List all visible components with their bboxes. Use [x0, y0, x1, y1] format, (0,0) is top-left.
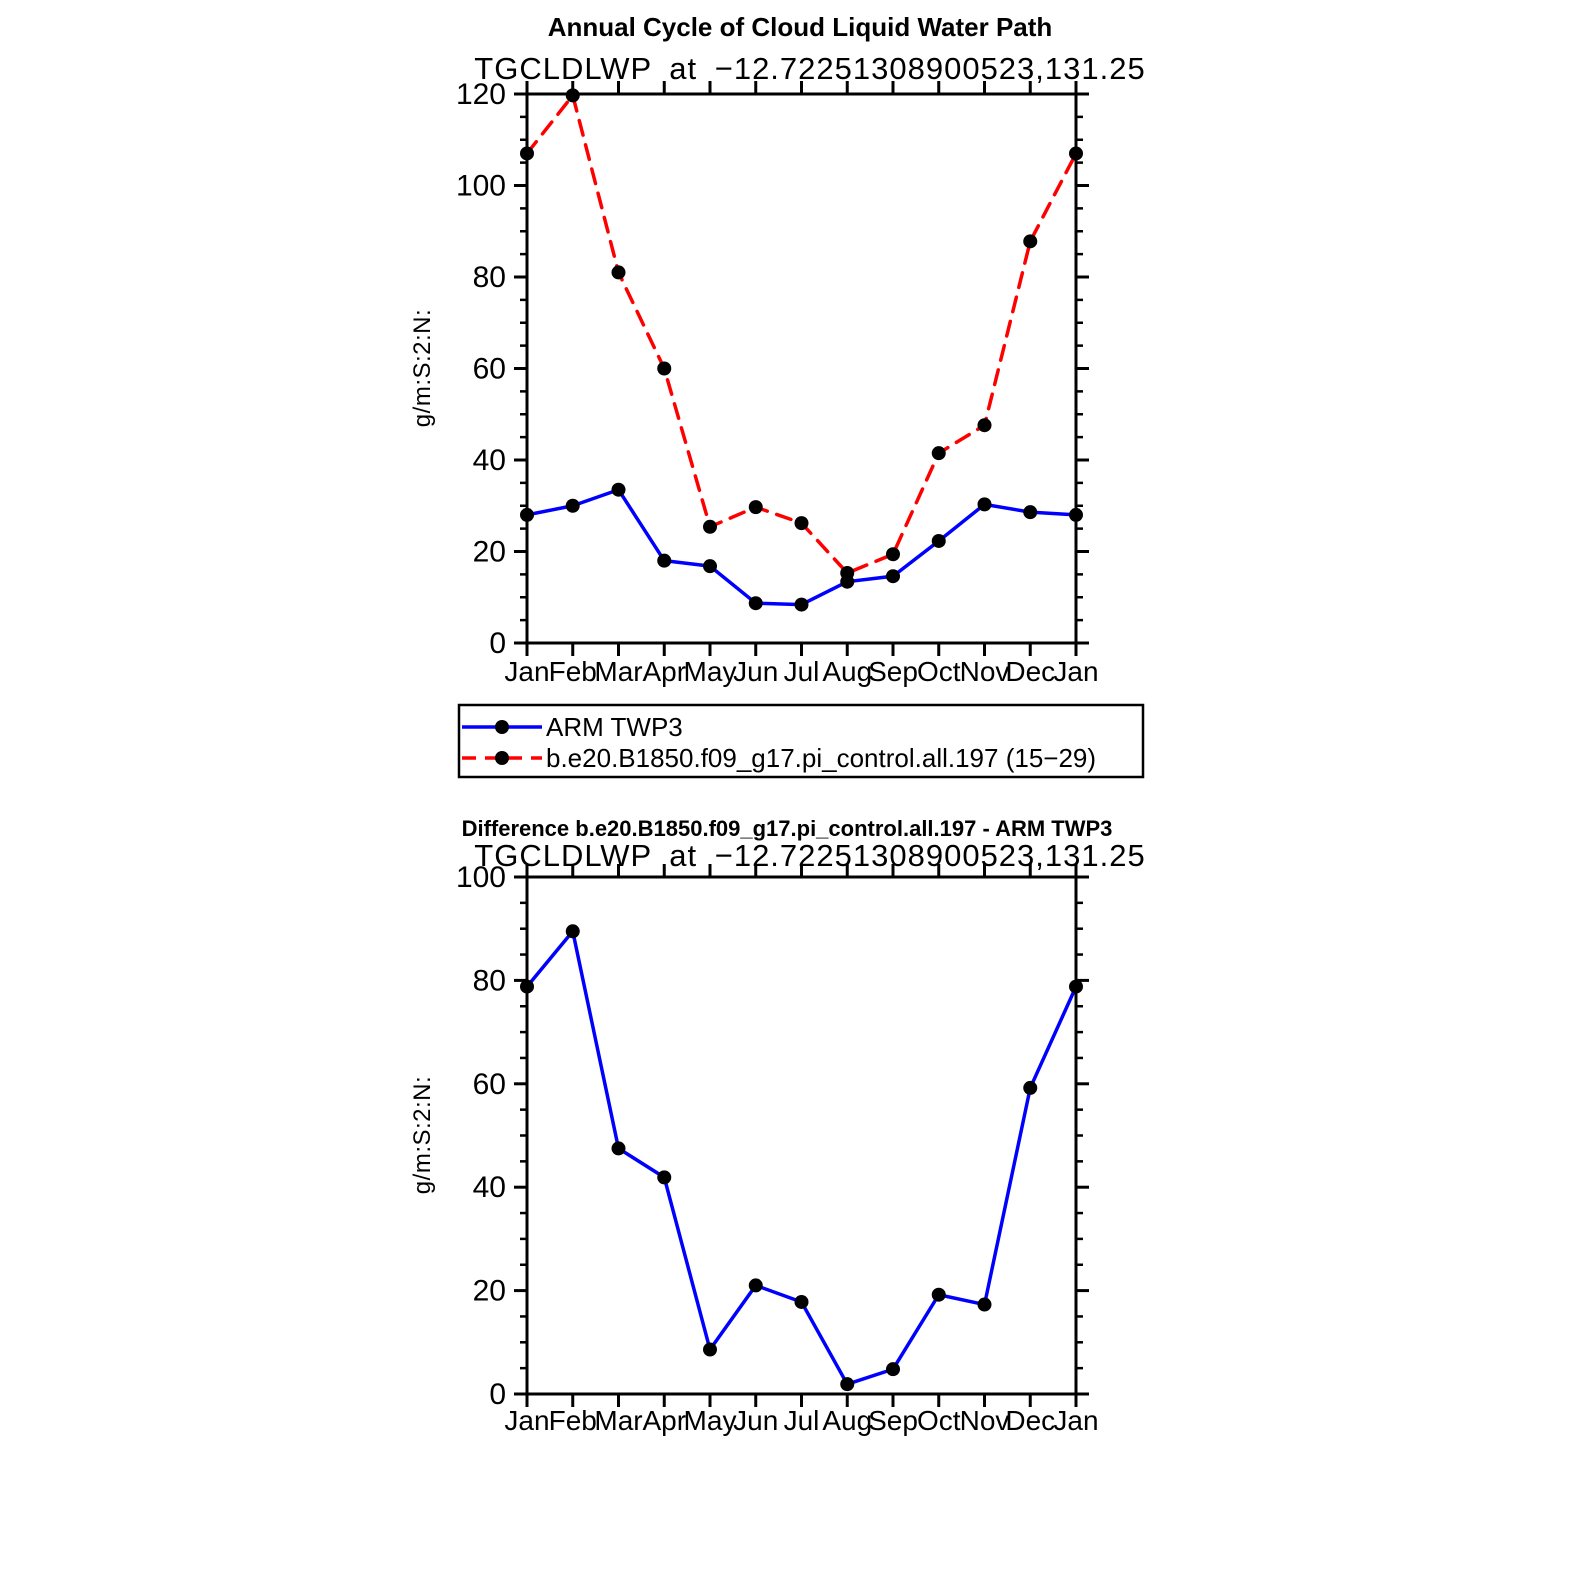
- x-tick-label: Oct: [916, 656, 961, 687]
- y-tick-label: 0: [489, 627, 506, 660]
- y-tick-label: 20: [472, 1274, 506, 1308]
- data-point-marker: [886, 547, 900, 561]
- legend-marker-icon: [495, 751, 509, 765]
- data-point-marker: [566, 88, 580, 102]
- y-tick-label: 40: [472, 444, 506, 477]
- data-point-marker: [566, 924, 580, 938]
- y-tick-label: 80: [472, 261, 506, 294]
- data-point-marker: [840, 1377, 854, 1391]
- data-point-marker: [520, 146, 534, 160]
- y-tick-label: 100: [455, 861, 506, 894]
- y-tick-label: 60: [472, 352, 506, 386]
- x-tick-label: Aug: [822, 1405, 873, 1436]
- x-tick-label: Aug: [822, 656, 873, 687]
- data-point-marker: [978, 497, 992, 511]
- data-point-marker: [612, 1141, 626, 1155]
- data-point-marker: [932, 446, 946, 460]
- x-tick-label: Mar: [594, 1405, 643, 1436]
- x-tick-label: Jul: [783, 656, 820, 687]
- data-point-marker: [795, 516, 809, 530]
- data-point-marker: [795, 1295, 809, 1309]
- data-point-marker: [1023, 234, 1037, 248]
- legend-label-obs: ARM TWP3: [546, 712, 683, 742]
- data-point-marker: [932, 1288, 946, 1302]
- x-tick-label: Jul: [783, 1405, 820, 1436]
- x-tick-label: Apr: [642, 1405, 687, 1436]
- x-tick-label: Dec: [1005, 656, 1056, 687]
- data-point-marker: [612, 265, 626, 279]
- x-tick-label: Jan: [504, 656, 550, 687]
- x-tick-label: Jan: [1053, 656, 1099, 687]
- x-tick-label: Sep: [868, 1405, 918, 1436]
- legend-label-model: b.e20.B1850.f09_g17.pi_control.all.197 (15−29): [546, 743, 1097, 773]
- data-point-marker: [1069, 146, 1083, 160]
- data-point-marker: [795, 598, 809, 612]
- y-tick-label: 40: [472, 1171, 506, 1205]
- y-tick-label: 20: [472, 535, 506, 569]
- chart-subtitle: TGCLDLWP at −12.72251308900523,131.25: [474, 51, 1146, 86]
- data-point-marker: [840, 566, 854, 580]
- data-point-marker: [520, 508, 534, 522]
- x-tick-label: Jan: [504, 1405, 550, 1436]
- data-point-marker: [1069, 508, 1083, 522]
- x-tick-label: Feb: [548, 656, 597, 687]
- legend-marker-icon: [495, 720, 509, 734]
- x-tick-label: Dec: [1005, 1405, 1056, 1436]
- x-tick-label: Apr: [642, 656, 687, 687]
- y-tick-label: 80: [472, 964, 506, 998]
- plot-area: [456, 78, 1099, 687]
- chart-subtitle: TGCLDLWP at −12.72251308900523,131.25: [474, 838, 1146, 873]
- y-tick-label: 0: [489, 1378, 506, 1411]
- data-point-marker: [657, 362, 671, 376]
- y-axis-label: g/m:S:2:N:: [409, 308, 436, 428]
- data-point-marker: [703, 559, 717, 573]
- data-point-marker: [520, 980, 534, 994]
- data-point-marker: [886, 1362, 900, 1376]
- data-point-marker: [886, 569, 900, 583]
- series-line-0: [527, 931, 1076, 1384]
- data-point-marker: [749, 596, 763, 610]
- chart-title: Annual Cycle of Cloud Liquid Water Path: [547, 12, 1053, 42]
- difference-chart: [0, 800, 1574, 1574]
- x-tick-label: Feb: [548, 1405, 597, 1436]
- x-tick-label: Mar: [594, 656, 643, 687]
- plot-area: [456, 861, 1099, 1436]
- y-tick-label: 100: [455, 169, 506, 203]
- data-point-marker: [612, 483, 626, 497]
- x-tick-label: Jun: [733, 656, 779, 687]
- series-line-1: [527, 95, 1076, 573]
- series-line-0: [527, 490, 1076, 605]
- x-tick-label: Oct: [916, 1405, 961, 1436]
- y-tick-label: 60: [472, 1067, 506, 1101]
- data-point-marker: [1023, 505, 1037, 519]
- x-tick-label: Nov: [959, 656, 1010, 687]
- data-point-marker: [749, 500, 763, 514]
- legend: [459, 705, 1143, 777]
- data-point-marker: [566, 499, 580, 513]
- x-tick-label: Jan: [1053, 1405, 1099, 1436]
- x-tick-label: Sep: [868, 656, 918, 687]
- data-point-marker: [657, 554, 671, 568]
- x-tick-label: May: [683, 656, 737, 687]
- axis-frame: [527, 94, 1076, 643]
- data-point-marker: [657, 1170, 671, 1184]
- x-tick-label: Jun: [733, 1405, 779, 1436]
- data-point-marker: [978, 1298, 992, 1312]
- data-point-marker: [703, 520, 717, 534]
- x-tick-label: Nov: [959, 1405, 1010, 1436]
- data-point-marker: [703, 1343, 717, 1357]
- data-point-marker: [749, 1278, 763, 1292]
- chart-title: Difference b.e20.B1850.f09_g17.pi_control.all.197 - ARM TWP3: [461, 816, 1113, 841]
- data-point-marker: [932, 534, 946, 548]
- axis-frame: [527, 877, 1076, 1394]
- data-point-marker: [1023, 1081, 1037, 1095]
- x-tick-label: May: [683, 1405, 737, 1436]
- y-axis-label: g/m:S:2:N:: [409, 1075, 436, 1195]
- data-point-marker: [1069, 980, 1083, 994]
- y-tick-label: 120: [455, 78, 506, 111]
- data-point-marker: [978, 418, 992, 432]
